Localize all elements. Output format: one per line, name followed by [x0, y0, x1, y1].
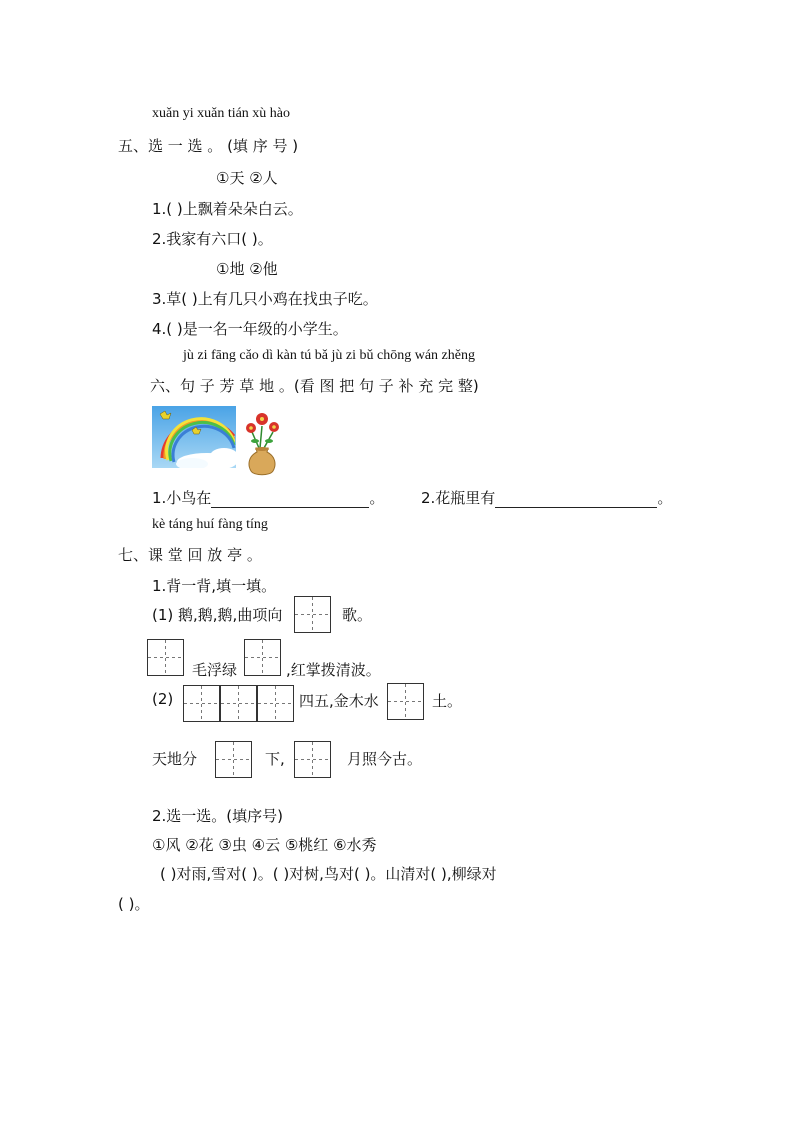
sec6-title: 六、句 子 芳 草 地 。(看 图 把 句 子 补 充 完 整) — [150, 377, 479, 395]
sec7-pinyin: kè táng huí fàng tíng — [152, 517, 268, 532]
sec5-options-2: ①地 ②他 — [216, 260, 278, 278]
writing-box[interactable] — [244, 639, 281, 676]
writing-box[interactable] — [183, 685, 220, 722]
poem-line-1b: 歌。 — [342, 606, 373, 624]
writing-box[interactable] — [257, 685, 294, 722]
sec5-title: 五、选 一 选 。 (填 序 号 ) — [118, 137, 299, 155]
answer-blank-1[interactable] — [211, 493, 369, 508]
sec7-fill-line-2: ( )。 — [118, 895, 150, 913]
answer-blank-2[interactable] — [495, 493, 657, 508]
sec6-question-1 — [152, 487, 384, 508]
poem-line-2c: 土。 — [432, 692, 463, 710]
writing-box[interactable] — [220, 685, 257, 722]
sec7-options: ①风 ②花 ③虫 ④云 ⑤桃红 ⑥水秀 — [152, 836, 377, 854]
writing-box[interactable] — [387, 683, 424, 720]
sec5-question-3: 3.草( )上有几只小鸡在找虫子吃。 — [152, 290, 378, 308]
sec6-q2-prefix: 2.花瓶里有 — [421, 489, 496, 507]
sec7-subtitle-2: 2.选一选。(填序号) — [152, 807, 284, 825]
poem-line-3b: 下, — [265, 750, 285, 768]
sec6-q2-period: 。 — [657, 489, 673, 507]
writing-box[interactable] — [294, 596, 331, 633]
poem-line-3c: 月照今古。 — [347, 750, 423, 768]
sec5-pinyin: xuǎn yi xuǎn tián xù hào — [152, 106, 291, 121]
flower-vase-picture — [240, 408, 284, 478]
sec6-q1-period: 。 — [369, 489, 385, 507]
writing-box[interactable] — [294, 741, 331, 778]
writing-box[interactable] — [215, 741, 252, 778]
poem-line-3a: 天地分 — [152, 750, 198, 768]
poem-line-2b: 四五,金木水 — [299, 692, 379, 710]
rainbow-sky-picture — [152, 406, 236, 468]
sec5-question-4: 4.( )是一名一年级的小学生。 — [152, 320, 348, 338]
poem-line-1c: 毛浮绿 — [192, 661, 238, 679]
sec6-q1-prefix: 1.小鸟在 — [152, 489, 212, 507]
sec7-fill-line-1: ( )对雨,雪对( )。( )对树,鸟对( )。山清对( ),柳绿对 — [160, 865, 497, 883]
sec7-title: 七、课 堂 回 放 亭 。 — [118, 546, 262, 564]
sec6-pinyin: jù zi fāng cǎo dì kàn tú bǎ jù zi bǔ chōng wán zhěng — [183, 348, 475, 363]
sec5-question-1: 1.( )上飘着朵朵白云。 — [152, 200, 303, 218]
writing-box[interactable] — [147, 639, 184, 676]
sec5-options-1: ①天 ②人 — [216, 169, 278, 187]
sec5-question-2: 2.我家有六口( )。 — [152, 230, 273, 248]
poem-line-1a: (1) 鹅,鹅,鹅,曲项向 — [152, 606, 283, 624]
sec6-question-2 — [421, 487, 672, 508]
sec7-subtitle-1: 1.背一背,填一填。 — [152, 577, 277, 595]
poem-line-2a: (2) — [152, 690, 174, 708]
poem-line-1d: ,红掌拨清波。 — [286, 661, 381, 679]
